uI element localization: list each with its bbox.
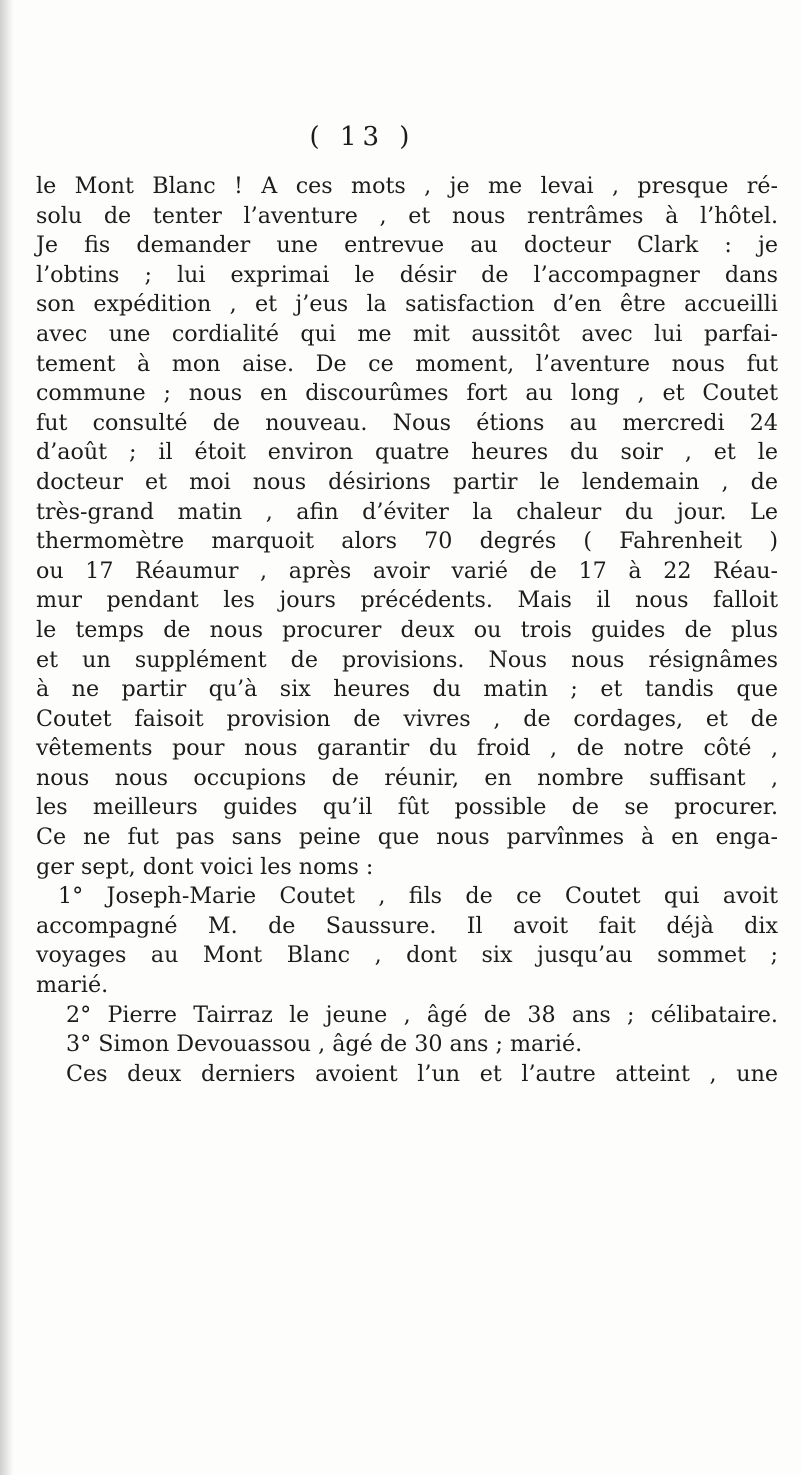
text-line: docteur et moi nous désirions partir le lendemain , de [36, 468, 778, 495]
text-line: fut consulté de nouveau. Nous étions au mercredi 24 [36, 409, 778, 436]
text-line: à ne partir qu’à six heures du matin ; et tandis que [36, 676, 778, 703]
page-binding-edge [0, 0, 14, 1475]
text-line: thermomètre marquoit alors 70 degrés ( Fahrenheit ) [36, 528, 778, 555]
text-line: solu de tenter l’aventure , et nous rentrâmes à l’hôtel. [36, 202, 778, 229]
text-line: tement à mon aise. De ce moment, l’aventure nous fut [36, 350, 778, 377]
text-line: Ce ne fut pas sans peine que nous parvînmes à en enga- [36, 824, 778, 851]
text-line: le temps de nous procurer deux ou trois guides de plus [36, 616, 778, 643]
text-line: mur pendant les jours précédents. Mais il nous falloit [36, 587, 778, 614]
text-line: commune ; nous en discourûmes fort au long , et Coutet [36, 380, 778, 407]
text-line: ger sept, dont voici les noms : [36, 853, 374, 880]
text-line: très-grand matin , afin d’éviter la chaleur du jour. Le [36, 498, 778, 525]
list-item-line: 2° Pierre Tairraz le jeune , âgé de 38 ans ; célibataire. [66, 1001, 778, 1028]
text-line: voyages au Mont Blanc , dont six jusqu’au sommet ; [36, 942, 778, 969]
text-line: le Mont Blanc ! A ces mots , je me levai , presque ré- [36, 173, 778, 199]
body-text [36, 172, 778, 1089]
text-line: avec une cordialité qui me mit aussitôt avec lui parfai- [36, 320, 778, 347]
text-line: Ces deux derniers avoient l’un et l’autre atteint , une [66, 1060, 778, 1087]
text-line: Je fis demander une entrevue au docteur Clark : je [36, 232, 778, 259]
text-line: vêtements pour nous garantir du froid , de notre côté , [36, 735, 778, 762]
text-line: Coutet faisoit provision de vivres , de cordages, et de [36, 705, 778, 732]
list-item-line: 1° Joseph-Marie Coutet , fils de ce Coutet qui avoit [58, 883, 778, 910]
page-number: ( 13 ) [309, 122, 416, 152]
text-line: marié. [36, 972, 109, 999]
text-line: nous nous occupions de réunir, en nombre suffisant , [36, 764, 778, 791]
text-line: son expédition , et j’eus la satisfaction d’en être accueilli [36, 291, 778, 318]
text-line: accompagné M. de Saussure. Il avoit fait déjà dix [36, 912, 778, 939]
text-line: et un supplément de provisions. Nous nous résignâmes [36, 646, 778, 673]
list-item-line: 3° Simon Devouassou , âgé de 30 ans ; marié. [66, 1031, 583, 1058]
text-line: l’obtins ; lui exprimai le désir de l’accompagner dans [36, 261, 778, 288]
text-line: d’août ; il étoit environ quatre heures du soir , et le [36, 439, 778, 466]
text-line: ou 17 Réaumur , après avoir varié de 17 à 22 Réau- [36, 557, 778, 584]
text-line: les meilleurs guides qu’il fût possible de se procurer. [36, 794, 778, 821]
